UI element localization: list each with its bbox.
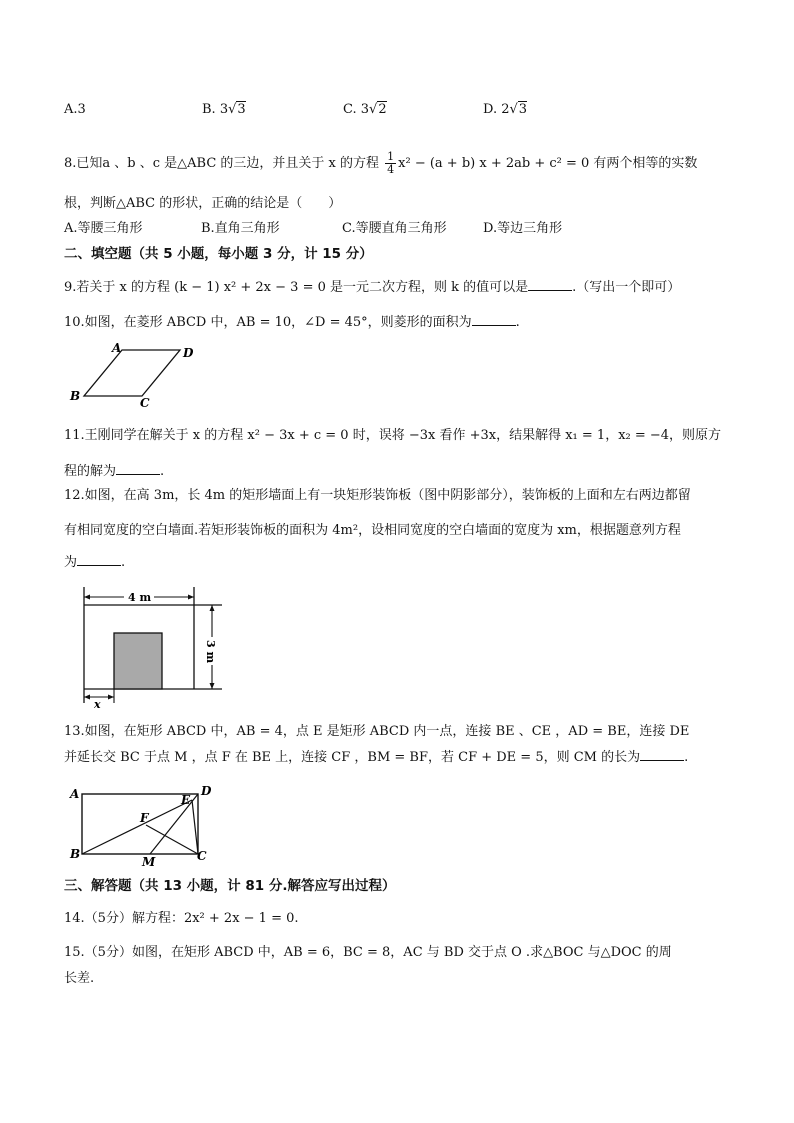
wall-figure	[70, 585, 230, 710]
rect-label-d: D	[201, 784, 212, 798]
q7-option-c-prefix: C. 3	[343, 102, 370, 117]
q8-option-a: A.等腰三角形	[64, 221, 143, 236]
q11-end: .	[160, 464, 165, 479]
q15-line2: 长差.	[64, 971, 95, 986]
arrow-head	[210, 605, 215, 611]
q8-line2: 根，判断△ABC 的形状，正确的结论是（ ）	[64, 196, 342, 211]
answer-blank	[77, 553, 121, 566]
answer-blank	[640, 748, 684, 761]
arrow-head	[108, 695, 114, 700]
q12-text: 为	[64, 555, 78, 570]
arrow-head	[84, 695, 90, 700]
q10-end: .	[515, 315, 520, 330]
rect-label-a: A	[70, 787, 80, 801]
q12-line3	[64, 553, 125, 572]
rhombus-label-c: C	[140, 396, 150, 410]
q8-fraction-denominator: 4	[387, 163, 395, 176]
q12-end: .	[121, 555, 126, 570]
q7-option-c-radicand: 2	[378, 102, 387, 117]
q12-line2: 有相同宽度的空白墙面.若矩形装饰板的面积为 4m²，设相同宽度的空白墙面的宽度为 xm，根据题意列方程	[64, 523, 681, 538]
answer-blank	[472, 313, 516, 326]
q14-line: 14.（5分）解方程：2x² + 2x − 1 = 0.	[64, 911, 299, 926]
rectangle-figure	[64, 780, 224, 870]
q7-option-c	[343, 101, 387, 119]
arrow-head	[188, 595, 194, 600]
answer-blank	[528, 278, 572, 291]
segment-ce	[192, 800, 198, 854]
x-label: x	[94, 698, 101, 710]
q7-option-d-prefix: D. 2	[483, 102, 510, 117]
q8-option-d: D.等边三角形	[483, 221, 563, 236]
segment-dm	[150, 794, 198, 854]
sqrt-symbol: √	[228, 102, 237, 117]
sqrt-symbol: √	[369, 102, 378, 117]
rect-label-f: F	[140, 811, 149, 825]
q12-line1: 12.如图，在高 3m，长 4m 的矩形墙面上有一块矩形装饰板（图中阴影部分），装饰板的上面和左右两边都留	[64, 488, 691, 503]
q8-text-part1: 8.已知a 、b 、c 是△ABC 的三边，并且关于 x 的方程	[64, 156, 384, 171]
q13-end: .	[684, 750, 689, 765]
q15-line1: 15.（5分）如图，在矩形 ABCD 中，AB = 6，BC = 8，AC 与 BD 交于点 O .求△BOC 与△DOC 的周	[64, 945, 672, 960]
q8-fraction-numerator: 1	[387, 150, 395, 163]
section3-title: 三、解答题（共 13 小题，计 81 分.解答应写出过程）	[64, 878, 396, 894]
q11-line2	[64, 462, 164, 481]
q9-text-part1: 9.若关于 x 的方程 (k − 1) x² + 2x − 3 = 0 是一元二次方程，则 k 的值可以是	[64, 280, 529, 295]
q13-line2	[64, 748, 688, 767]
decorative-board	[114, 633, 162, 689]
q7-option-a-text: A.3	[64, 102, 86, 117]
arrow-head	[210, 683, 215, 689]
q13-line1: 13.如图，在矩形 ABCD 中，AB = 4，点 E 是矩形 ABCD 内一点，连接 BE 、CE ，AD = BE，连接 DE	[64, 724, 690, 739]
q8-fraction	[385, 151, 396, 176]
segment-be	[82, 800, 192, 854]
q9-line	[64, 278, 680, 297]
q7-option-d-radicand: 3	[518, 102, 528, 117]
q7-option-b-prefix: B. 3	[202, 102, 229, 117]
q11-line1: 11.王刚同学在解关于 x 的方程 x² − 3x + c = 0 时，误将 −3x 看作 +3x，结果解得 x₁ = 1，x₂ = −4，则原方	[64, 428, 722, 443]
q8-option-c: C.等腰直角三角形	[342, 221, 447, 236]
sqrt-symbol: √	[509, 102, 518, 117]
arrow-head	[84, 595, 90, 600]
rect-label-c: C	[197, 849, 207, 863]
rect-label-e: E	[181, 793, 191, 807]
rhombus-label-d: D	[183, 346, 194, 360]
section2-title: 二、填空题（共 5 小题，每小题 3 分，计 15 分）	[64, 246, 373, 262]
q8-option-b: B.直角三角形	[201, 221, 280, 236]
q9-text-part2: .（写出一个即可）	[572, 280, 681, 295]
q8-line1	[64, 151, 697, 176]
q7-option-b-radicand: 3	[237, 102, 246, 117]
height-label: 3 m	[204, 640, 217, 664]
rhombus-label-b: B	[70, 389, 81, 403]
q7-option-b	[202, 101, 246, 119]
q13-text: 并延长交 BC 于点 M ，点 F 在 BE 上，连接 CF ，BM = BF，若 CF + DE = 5，则 CM 的长为	[64, 750, 641, 765]
width-label: 4 m	[128, 591, 152, 604]
rhombus-figure	[64, 340, 214, 410]
q8-text-part2: x² − (a + b) x + 2ab + c² = 0 有两个相等的实数	[398, 156, 698, 171]
rect-label-m: M	[142, 855, 156, 869]
q10-text: 10.如图，在菱形 ABCD 中，AB = 10，∠D = 45°，则菱形的面积为	[64, 315, 472, 330]
answer-blank	[116, 462, 160, 475]
rect-label-b: B	[70, 847, 81, 861]
q11-text: 程的解为	[64, 464, 117, 479]
q7-option-a	[64, 101, 86, 119]
rhombus-label-a: A	[112, 341, 122, 355]
q10-line	[64, 313, 520, 332]
rhombus-shape	[84, 350, 180, 396]
q7-option-d	[483, 101, 527, 119]
